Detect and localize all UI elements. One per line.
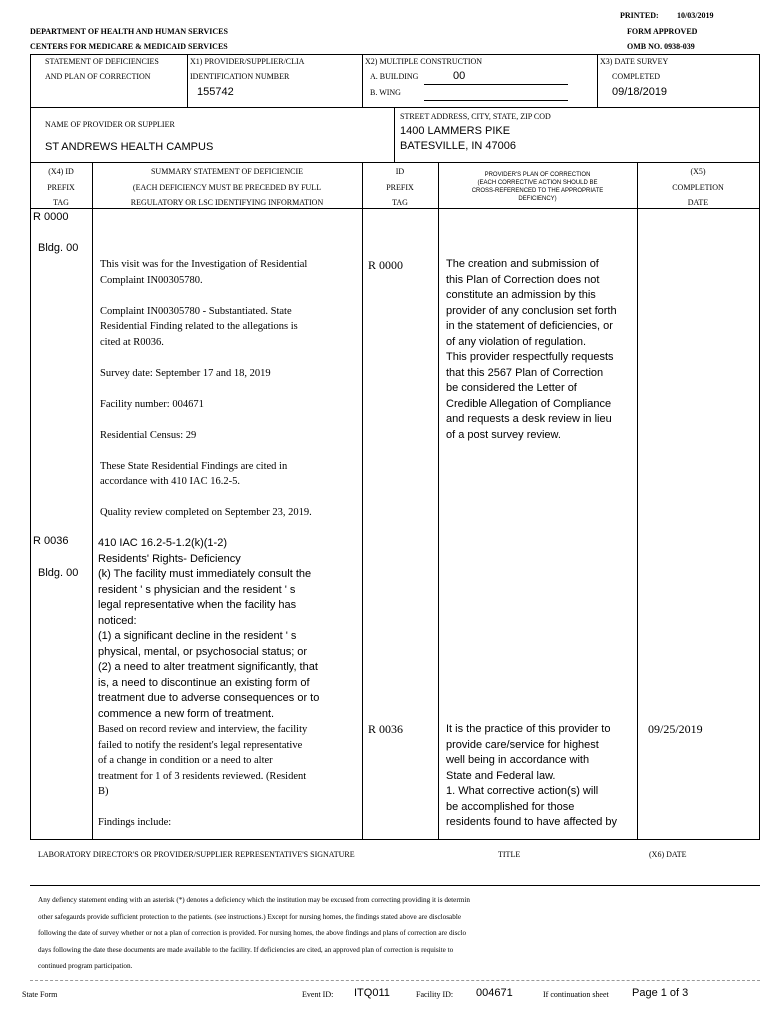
finding-line: Based on record review and interview, the facility (98, 724, 308, 735)
continuation-label: If continuation sheet (543, 990, 609, 999)
building-value: 00 (453, 70, 466, 82)
id-header-1: ID (395, 167, 405, 176)
plan-line: well being in accordance with (446, 754, 590, 766)
completion-date-r0036: 09/25/2019 (648, 722, 703, 736)
plan-header-4: DEFICIENCY) (518, 196, 557, 202)
provider-name-label: NAME OF PROVIDER OR SUPPLIER (45, 120, 175, 129)
title-label: TITLE (498, 850, 521, 859)
building-r0036: Bldg. 00 (38, 567, 79, 579)
summary-line: This visit was for the Investigation of Residential (100, 259, 308, 270)
state-form-label: State Form (22, 990, 58, 999)
x4-header-3: TAG (53, 198, 69, 207)
address-line-2: BATESVILLE, IN 47006 (400, 140, 516, 152)
finding-line: B) (98, 786, 109, 797)
plan-header-2: (EACH CORRECTIVE ACTION SHOULD BE (477, 180, 598, 186)
id-header-3: TAG (392, 198, 408, 207)
plan-line: of any violation of regulation. (446, 335, 587, 348)
plan-line: The creation and submission of (446, 258, 599, 270)
regulation-line: (k) The facility must immediately consult the (98, 568, 312, 580)
disclaimer-line: following the date of survey whether or not a plan of correction is provided. For nursing homes, the above findings and plans of correction are disclo (38, 929, 467, 937)
plan-line: in the statement of deficiencies, or (446, 320, 613, 332)
statement-label-1: STATEMENT OF DEFICIENCIES (45, 57, 159, 66)
statement-label-2: AND PLAN OF CORRECTION (45, 72, 151, 81)
address-line-1: 1400 LAMMERS PIKE (400, 125, 511, 137)
x4-header-1: (X4) ID (48, 167, 74, 176)
plan-r0036 (446, 722, 636, 831)
disclaimer (38, 892, 758, 975)
centers-title: CENTERS FOR MEDICARE & MEDICAID SERVICES (30, 42, 228, 51)
regulation-line: commence a new form of treatment. (98, 707, 275, 720)
x4-header-2: PREFIX (47, 183, 75, 192)
plan-line: be accomplished for those (446, 800, 575, 813)
plan-line: provider of any conclusion set forth (446, 304, 617, 317)
regulation-line: resident ' s physician and the resident ' s (98, 583, 296, 596)
event-id-value: ITQ011 (354, 987, 390, 999)
summary-header-1: SUMMARY STATEMENT OF DEFICIENCIE (150, 167, 304, 176)
plan-line: It is the practice of this provider to (446, 723, 611, 735)
plan-line: that this 2567 Plan of Correction (446, 366, 604, 379)
x3-label-1: X3) DATE SURVEY (600, 57, 669, 66)
summary-header-3: REGULATORY OR LSC IDENTIFYING INFORMATION (130, 198, 324, 207)
summary-line: Residential Census: 29 (100, 429, 197, 441)
building-label: A. BUILDING (370, 72, 419, 81)
regulation-line: (1) a significant decline in the resident ' s (98, 630, 297, 642)
signature-label: LABORATORY DIRECTOR'S OR PROVIDER/SUPPLIER REPRESENTATIVE'S SIGNATURE (38, 850, 355, 859)
id-tag-r0000: R 0000 (368, 258, 404, 272)
plan-line: of a post survey review. (446, 428, 561, 441)
survey-date-value: 09/18/2019 (612, 86, 668, 98)
summary-line: Complaint IN00305780. (100, 274, 203, 286)
plan-line: provide care/service for highest (446, 738, 599, 751)
x1-label-1: X1) PROVIDER/SUPPLIER/CLIA (190, 57, 305, 66)
summary-r0000 (100, 257, 360, 521)
plan-header-3: CROSS-REFERENCED TO THE APPROPRIATE (471, 188, 604, 194)
summary-line: Quality review completed on September 23, 2019. (100, 507, 312, 518)
finding-line: treatment for 1 of 3 residents reviewed. (Resident (98, 770, 307, 782)
summary-line: Survey date: September 17 and 18, 2019 (100, 367, 271, 379)
address-label: STREET ADDRESS, CITY, STATE, ZIP COD (400, 112, 551, 121)
event-id-label: Event ID: (302, 990, 334, 999)
omb-number: OMB NO. 0938-039 (627, 42, 695, 51)
department-title: DEPARTMENT OF HEALTH AND HUMAN SERVICES (30, 27, 228, 36)
plan-line: residents found to have affected by (446, 816, 618, 828)
plan-line: constitute an admission by this (446, 289, 596, 301)
printed-date: 10/03/2019 (677, 11, 714, 20)
provider-id-value: 155742 (197, 86, 234, 98)
regulation-line: is, a need to discontinue an existing form of (98, 676, 310, 689)
plan-line: this Plan of Correction does not (446, 273, 600, 286)
summary-header-2: (EACH DEFICIENCY MUST BE PRECEDED BY FULL (132, 183, 322, 192)
disclaimer-line: continued program participation. (38, 962, 133, 970)
x1-label-2: IDENTIFICATION NUMBER (190, 72, 290, 81)
summary-r0036-findings (98, 722, 360, 831)
plan-header-1: PROVIDER'S PLAN OF CORRECTION (484, 172, 591, 178)
id-header-2: PREFIX (386, 183, 414, 192)
regulation-line: 410 IAC 16.2-5-1.2(k)(1-2) (98, 537, 227, 549)
plan-line: Credible Allegation of Compliance (446, 397, 612, 410)
disclaimer-line: days following the date these documents are made available to the facility. If deficiencies are cited, an approved plan of correction is requisite to (38, 945, 454, 954)
summary-line: cited at R0036. (100, 336, 164, 348)
regulation-line: treatment due to adverse consequences or to (98, 692, 320, 704)
plan-line: and requests a desk review in lieu (446, 413, 612, 425)
disclaimer-line: other safegaurds provide sufficient protection to the patients. (see instructions.) Except for nursing homes, the findings stated above are disclosable (38, 912, 462, 921)
summary-line: accordance with 410 IAC 16.2-5. (100, 476, 240, 487)
finding-line: Findings include: (98, 817, 172, 828)
plan-line: This provider respectfully requests (446, 351, 614, 363)
page-number: Page 1 of 3 (632, 987, 689, 999)
provider-name-value: ST ANDREWS HEALTH CAMPUS (45, 141, 214, 153)
finding-line: failed to notify the resident's legal representative (98, 739, 303, 751)
regulation-line: legal representative when the facility has (98, 599, 297, 611)
x3-label-2: COMPLETED (612, 72, 660, 81)
finding-line: of a change in condition or a need to alter (98, 755, 273, 766)
x5-header-2: COMPLETION (672, 183, 724, 192)
disclaimer-line: Any defiency statement ending with an asterisk (*) denotes a deficiency which the institution may be excused from correcting providing it is determin (38, 896, 470, 904)
summary-line: Complaint IN00305780 - Substantiated. State (100, 305, 292, 317)
plan-r0000 (446, 257, 636, 443)
tag-r0036: R 0036 (33, 535, 69, 547)
wing-label: B. WING (370, 88, 401, 97)
x5-header-3: DATE (687, 198, 709, 207)
regulation-line: noticed: (98, 614, 137, 627)
regulation-line: physical, mental, or psychosocial status; or (98, 645, 308, 658)
printed-label: PRINTED: (620, 11, 659, 20)
building-r0000: Bldg. 00 (38, 242, 79, 254)
id-tag-r0036: R 0036 (368, 722, 404, 736)
tag-r0000: R 0000 (33, 211, 69, 223)
facility-id-value: 004671 (476, 987, 513, 999)
facility-id-label: Facility ID: (416, 990, 454, 999)
regulation-line: (2) a need to alter treatment significantly, that (98, 661, 318, 673)
summary-line: Facility number: 004671 (100, 398, 204, 410)
form-approved: FORM APPROVED (627, 27, 698, 36)
plan-line: be considered the Letter of (446, 382, 577, 394)
summary-line: These State Residential Findings are cited in (100, 460, 288, 472)
regulation-line: Residents' Rights- Deficiency (98, 552, 241, 565)
date-label: (X6) DATE (649, 850, 687, 859)
plan-line: State and Federal law. (446, 769, 556, 782)
x2-label: X2) MULTIPLE CONSTRUCTION (365, 57, 483, 66)
summary-line: Residential Finding related to the allegations is (100, 321, 298, 332)
summary-r0036-regulation (98, 536, 360, 722)
x5-header-1: (X5) (690, 167, 706, 176)
plan-line: 1. What corrective action(s) will (446, 785, 599, 797)
